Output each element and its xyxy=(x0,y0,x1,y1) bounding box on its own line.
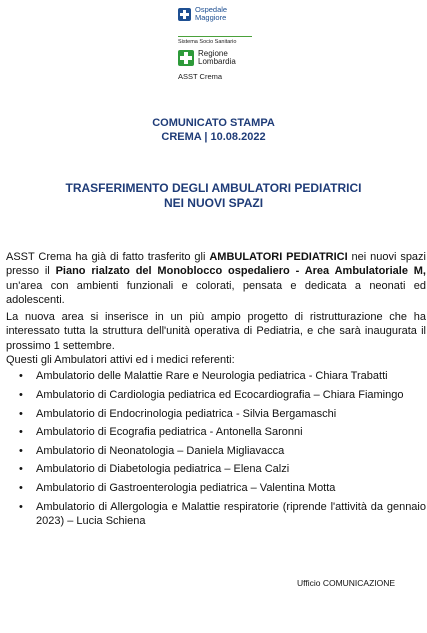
bullet-icon: • xyxy=(19,444,23,457)
system-label: Sistema Socio Sanitario xyxy=(178,39,237,45)
ambulatori-list xyxy=(6,369,426,528)
paragraph-project: La nuova area si inserisce in un più ampio progetto di ristrutturazione che ha interessato tutta la struttura dell'unità operativa di Pediatria, e che sarà inaugurata il prossimo 1 settembre. xyxy=(6,311,426,352)
page-title xyxy=(0,181,427,211)
region-logo xyxy=(178,50,236,66)
asst-label: ASST Crema xyxy=(178,72,223,81)
title-line2: NEI NUOVI SPAZI xyxy=(163,196,264,210)
bullet-icon: • xyxy=(19,407,23,420)
list-item-text: Ambulatorio delle Malattie Rare e Neurologia pediatrica - Chiara Trabatti xyxy=(36,370,388,383)
bullet-icon: • xyxy=(19,481,23,494)
region-cross-icon xyxy=(178,50,194,66)
region-name xyxy=(198,50,236,66)
header-logo xyxy=(178,6,268,86)
intro-text-2: nei nuovi spazi presso il xyxy=(6,251,426,278)
list-item xyxy=(6,369,426,383)
list-item xyxy=(6,444,426,458)
list-item-text: Ambulatorio di Ecografia pediatrica - Antonella Saronni xyxy=(36,426,303,439)
list-item xyxy=(6,500,426,529)
press-release-date: CREMA | 10.08.2022 xyxy=(161,131,266,143)
list-item xyxy=(6,425,426,439)
intro-bold-location: Piano rialzato del Monoblocco ospedaliero - Area Ambulatoriale M, xyxy=(55,265,426,278)
list-item-text: Ambulatorio di Neonatologia – Daniela Migliavacca xyxy=(36,444,285,457)
article-body xyxy=(6,250,426,532)
paragraph-list-intro: Questi gli Ambulatori attivi ed i medici referenti: xyxy=(6,354,235,367)
footer-office: Ufficio COMUNICAZIONE xyxy=(297,578,396,588)
paragraph-intro xyxy=(6,250,426,307)
bullet-icon: • xyxy=(19,426,23,439)
bullet-icon: • xyxy=(19,388,23,401)
intro-bold-ambulatori: AMBULATORI PEDIATRICI xyxy=(209,251,348,263)
list-item xyxy=(6,481,426,495)
title-line1: TRASFERIMENTO DEGLI AMBULATORI PEDIATRICI xyxy=(65,181,362,195)
list-item xyxy=(6,388,426,402)
list-item-text: Ambulatorio di Endocrinologia pediatrica - Silvia Bergamaschi xyxy=(36,407,337,420)
list-item-text: Ambulatorio di Cardiologia pediatrica ed Ecocardiografia – Chiara Fiamingo xyxy=(36,388,404,401)
intro-text-1: ASST Crema ha già di fatto trasferito gli xyxy=(6,251,210,263)
hospital-logo xyxy=(178,6,268,22)
hospital-name-line1: Ospedale xyxy=(195,5,228,14)
intro-text-3: un'area con ambienti funzionali e colorati, pensata e dedicata a neonati ed adolescenti. xyxy=(6,279,426,306)
list-item-text: Ambulatorio di Diabetologia pediatrica – Elena Calzi xyxy=(36,463,290,476)
bullet-icon: • xyxy=(19,500,23,513)
list-item-text: Ambulatorio di Allergologia e Malattie respiratorie (riprende l'attività da gennaio 2023) – Lucia Schiena xyxy=(36,500,426,527)
list-item-text: Ambulatorio di Gastroenterologia pediatrica – Valentina Motta xyxy=(36,481,336,494)
press-release-label: COMUNICATO STAMPA xyxy=(152,117,275,129)
list-item xyxy=(6,462,426,476)
hospital-name-line2: Maggiore xyxy=(195,13,227,22)
region-name-line2: Lombardia xyxy=(198,57,236,66)
bullet-icon: • xyxy=(19,370,23,383)
list-item xyxy=(6,407,426,421)
bullet-icon: • xyxy=(19,463,23,476)
hospital-cross-icon xyxy=(178,8,191,21)
hospital-name xyxy=(195,6,227,22)
region-name-line1: Regione xyxy=(198,49,228,58)
logo-divider xyxy=(178,36,252,37)
press-release-header xyxy=(0,116,427,144)
